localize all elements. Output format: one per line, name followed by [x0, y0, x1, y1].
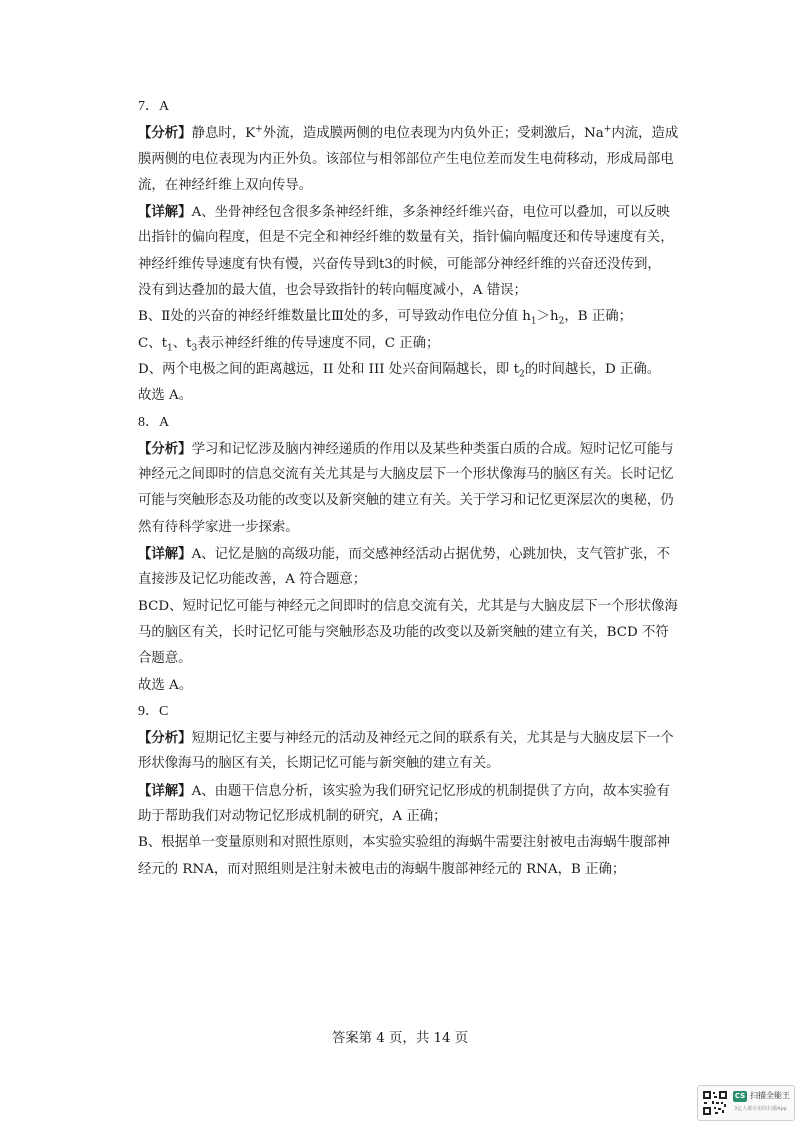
qr-code-icon	[702, 1090, 728, 1116]
q8-detail-line-1	[138, 541, 678, 567]
q7-detail-line-1	[138, 199, 678, 225]
subscript: 3	[191, 343, 198, 354]
option-text: C、t	[138, 335, 168, 351]
q9-detail-line-3: B、根据单一变量原则和对照性原则，本实验实验组的海蜗牛需要注射被电击海蜗牛腹部神	[138, 835, 671, 851]
q8-detail-tag: 【详解】	[138, 546, 192, 563]
q9-detail-line-2: 助于帮助我们对动物记忆形成机制的研究，A 正确；	[138, 809, 447, 825]
option-text: 的时间越长，D 正确。	[524, 361, 661, 377]
q8-analysis-tag: 【分析】	[138, 440, 192, 457]
q9-analysis-text: 短期记忆主要与神经元的活动及神经元之间的联系有关，尤其是与大脑皮层下一个	[191, 731, 674, 747]
scanner-subtitle: 3亿人都在用的扫描App	[734, 1106, 787, 1112]
superscript: +	[255, 124, 263, 135]
q9-number: 9．C	[138, 703, 169, 719]
subscript: 1	[530, 317, 537, 328]
q7-conclusion: 故选 A。	[138, 388, 193, 404]
q7-detail-line-3: 神经纤维传导速度有快有慢，兴奋传导到t3的时候，可能部分神经纤维的兴奋还没传到，	[138, 256, 661, 272]
q9-detail-line-4: 经元的 RNA，而对照组则是注射未被电击的海蜗牛腹部神经元的 RNA，B 正确；	[138, 861, 626, 877]
q8-analysis-line-3: 可能与突触形态及功能的改变以及新突触的建立有关。关于学习和记忆更深层次的奥秘，仍	[138, 493, 674, 509]
option-text: 表示神经纤维的传导速度不同，C 正确；	[197, 335, 440, 351]
q7-option-b	[138, 304, 678, 330]
option-text: ＞h	[536, 309, 559, 325]
q7-detail-line-2: 出指针的偏向程度，但是不完全和神经纤维的数量有关，指针偏向幅度还和传导速度有关，	[138, 230, 674, 246]
q8-detail-line-3: BCD、短时记忆可能与神经元之间即时的信息交流有关，尤其是与大脑皮层下一个形状像海	[138, 598, 678, 614]
option-text: 、t	[172, 335, 192, 351]
q7-analysis-line-1	[138, 120, 678, 146]
q9-detail-tag: 【详解】	[138, 782, 192, 799]
q7-analysis-line-3: 流，在神经纤维上双向传导。	[138, 177, 313, 193]
q7-analysis-tag: 【分析】	[138, 125, 192, 142]
q7-detail-line-4: 没有到达叠加的最大值，也会导致指针的转向幅度减小，A 错误；	[138, 283, 527, 299]
q7-number: 7．A	[138, 99, 170, 114]
q7-detail-tag: 【详解】	[138, 204, 192, 221]
q8-number: 8．A	[138, 414, 170, 430]
q7-analysis-line-2: 膜两侧的电位表现为内正外负。该部位与相邻部位产生电位差而发生电荷移动，形成局部电	[138, 151, 674, 167]
q9-analysis-line-1	[138, 725, 678, 751]
camscanner-logo: CS	[734, 1092, 746, 1100]
q7-option-c	[138, 331, 678, 357]
page-footer: 答案第 4 页，共 14 页	[331, 1031, 469, 1046]
q8-detail-line-4: 马的脑区有关，长时记忆可能与突触形态及功能的改变以及新突触的建立有关，BCD 不符	[138, 624, 669, 640]
q8-analysis-text: 学习和记忆涉及脑内神经递质的作用以及某些种类蛋白质的合成。短时记忆可能与	[191, 441, 674, 457]
scanner-badge	[697, 1085, 795, 1121]
q7-analysis-text: 外流，造成膜两侧的电位表现为内负外正；受刺激后，Na	[262, 126, 604, 142]
q9-analysis-line-2: 形状像海马的脑区有关，长期记忆可能与新突触的建立有关。	[138, 756, 500, 772]
answer-content	[138, 94, 678, 883]
subscript: 2	[518, 369, 525, 380]
q8-detail-line-5: 合题意。	[138, 651, 192, 667]
q7-analysis-text: 内流，造成	[611, 126, 679, 142]
scanner-title: 扫描全能王	[750, 1091, 790, 1100]
q9-detail-text: A、由题干信息分析，该实验为我们研究记忆形成的机制提供了方向，故本实验有	[191, 783, 670, 799]
subscript: 2	[558, 317, 565, 328]
option-text: ，B 正确；	[564, 309, 633, 325]
q7-option-d	[138, 357, 678, 383]
option-text: B、Ⅱ处的兴奋的神经纤维数量比Ⅲ处的多，可导致动作电位分值 h	[138, 309, 531, 325]
q9-detail-line-1	[138, 778, 678, 804]
q7-detail-text: A、坐骨神经包含很多条神经纤维，多条神经纤维兴奋，电位可以叠加，可以反映	[191, 205, 670, 221]
q8-detail-text: A、记忆是脑的高级功能，而交感神经活动占据优势，心跳加快，支气管扩张，不	[191, 547, 670, 563]
q9-analysis-tag: 【分析】	[138, 730, 192, 747]
q7-analysis-text: 静息时，K	[191, 126, 256, 142]
q8-detail-line-2: 直接涉及记忆功能改善，A 符合题意；	[138, 572, 367, 588]
subscript: 1	[167, 343, 173, 354]
superscript: +	[603, 124, 612, 135]
q8-analysis-line-4: 然有待科学家进一步探索。	[138, 519, 299, 535]
q8-analysis-line-2: 神经元之间即时的信息交流有关尤其是与大脑皮层下一个形状像海马的脑区有关。长时记忆	[138, 467, 674, 483]
q8-analysis-line-1	[138, 436, 678, 462]
q8-conclusion: 故选 A。	[138, 677, 193, 693]
option-text: D、两个电极之间的距离越远，II 处和 III 处兴奋间隔越长，即 t	[138, 361, 519, 377]
